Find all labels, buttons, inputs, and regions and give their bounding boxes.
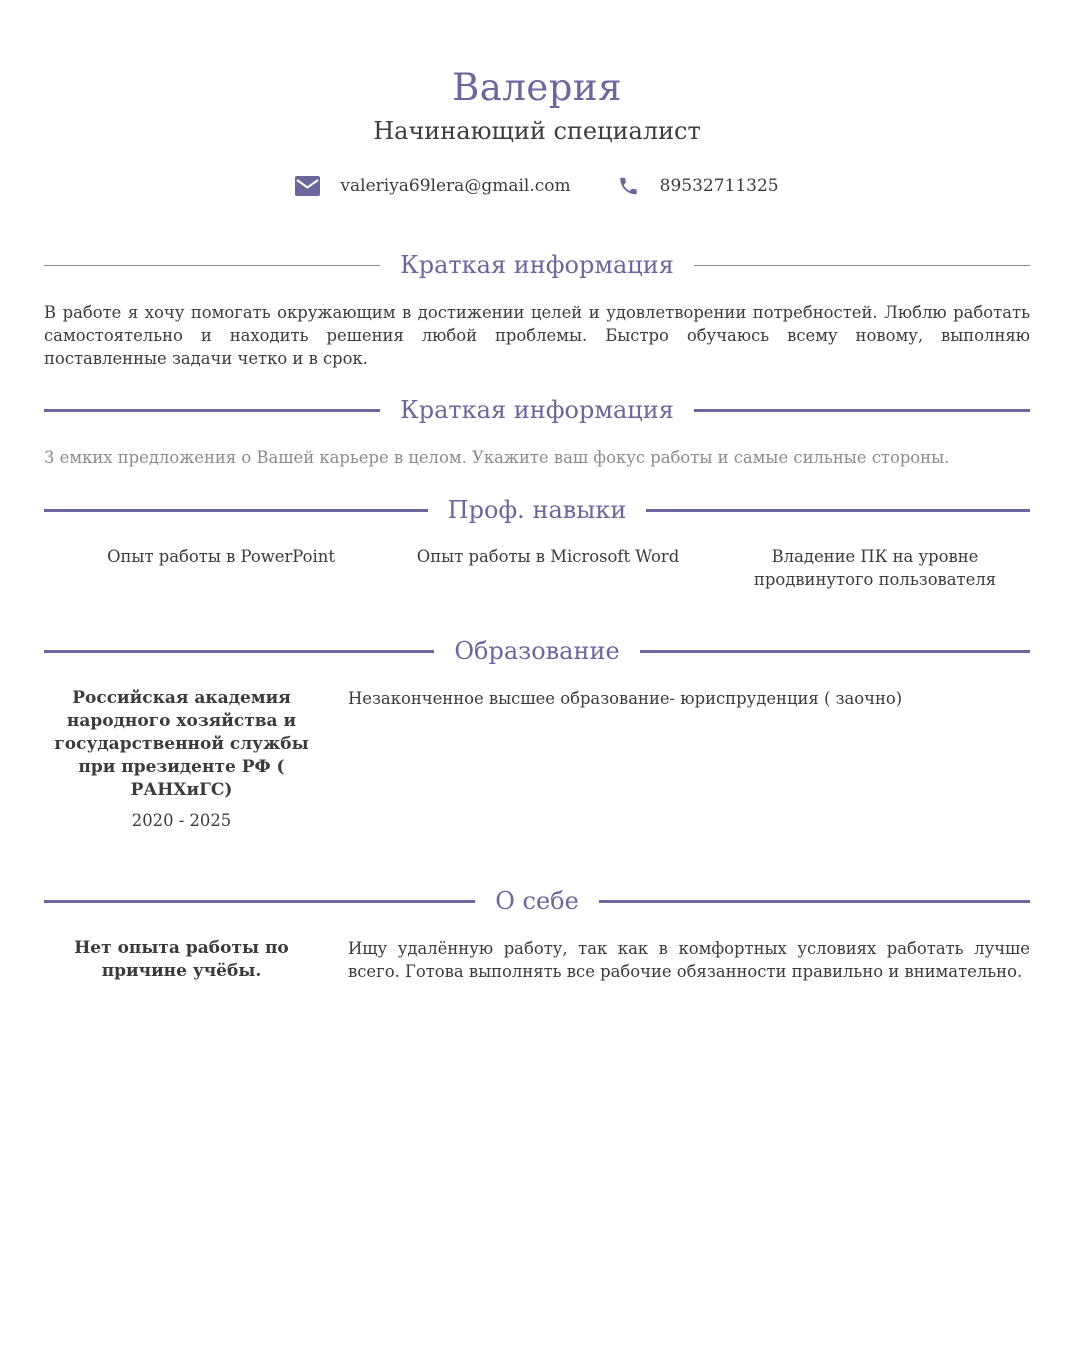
divider-line xyxy=(694,409,1030,412)
education-section-title: Образование xyxy=(454,637,620,665)
skill-item: Опыт работы в PowerPoint xyxy=(107,547,335,566)
job-title: Начинающий специалист xyxy=(373,117,701,145)
divider-line xyxy=(694,265,1030,266)
skill-item: Владение ПК на уровне продвинутого пользователя xyxy=(753,547,997,589)
skill-item: Опыт работы в Microsoft Word xyxy=(416,547,680,566)
education-years: 2020 - 2025 xyxy=(131,811,232,830)
divider-line xyxy=(44,509,428,512)
phone-contact[interactable] xyxy=(617,175,779,197)
contact-bar xyxy=(44,175,1030,197)
divider-line xyxy=(640,650,1030,653)
school-name: Российская академия народного хозяйства и государственной службы при президенте РФ ( РАНХиГС) xyxy=(54,688,309,800)
divider-line xyxy=(44,409,380,412)
about-highlight: Нет опыта работы по причине учёбы. xyxy=(74,938,289,981)
divider-line xyxy=(44,650,434,653)
education-institution xyxy=(44,687,319,832)
summary2-section-header xyxy=(44,393,1030,427)
candidate-name: Валерия xyxy=(452,66,622,109)
envelope-icon xyxy=(295,176,320,196)
phone-text[interactable]: 89532711325 xyxy=(659,176,779,196)
resume-page xyxy=(44,0,1030,1366)
phone-icon xyxy=(617,175,640,197)
divider-line xyxy=(646,509,1030,512)
education-description: Незаконченное высшее образование- юриспруденция ( заочно) xyxy=(348,689,903,708)
about-section-title: О себе xyxy=(495,887,579,915)
summary-text: В работе я хочу помогать окружающим в достижении целей и удовлетворении потребностей. Люблю работать самостоятельно и находить решения любой проблемы. Быстро обучаюсь всему новому, выполняю поставленные задачи четко и в срок. xyxy=(44,303,1030,368)
summary2-section-title: Краткая информация xyxy=(400,396,674,424)
divider-line xyxy=(44,265,380,266)
education-section-header xyxy=(44,634,1030,668)
divider-line xyxy=(599,900,1030,903)
email-contact[interactable] xyxy=(295,176,570,196)
summary-section-title: Краткая информация xyxy=(400,251,674,279)
skills-section-title: Проф. навыки xyxy=(447,496,627,524)
about-text: Ищу удалённую работу, так как в комфортных условиях работать лучше всего. Готова выполнять все рабочие обязанности правильно и внимательно. xyxy=(348,939,1030,981)
skills-section-header xyxy=(44,493,1030,527)
email-text[interactable]: valeriya69lera@gmail.com xyxy=(340,176,571,196)
skills-list xyxy=(44,545,1030,605)
about-section-header xyxy=(44,884,1030,918)
divider-line xyxy=(44,900,475,903)
summary2-placeholder-text: 3 емких предложения о Вашей карьере в целом. Укажите ваш фокус работы и самые сильные стороны. xyxy=(44,448,950,467)
summary-section-header xyxy=(44,248,1030,282)
